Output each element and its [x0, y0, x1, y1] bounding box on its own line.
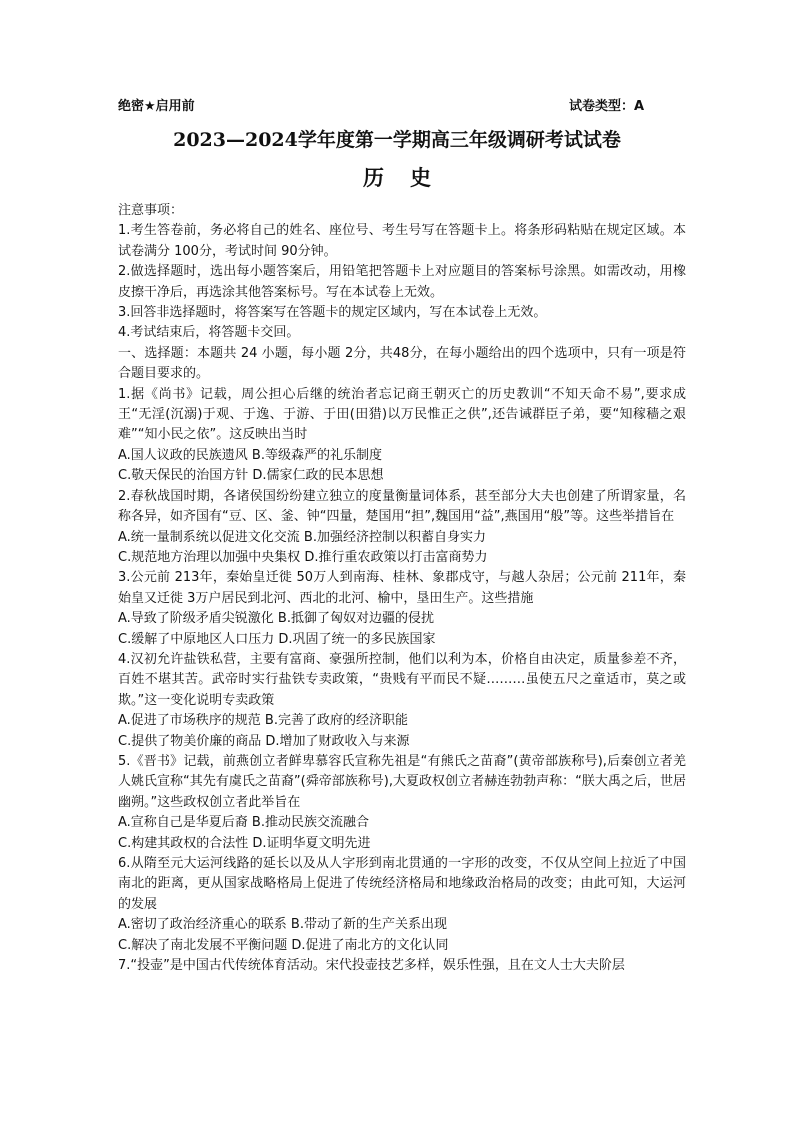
question-4-stem: 4.汉初允许盐铁私营，主要有富商、豪强所控制，他们以利为本，价格自由决定，质量参差不齐，百姓不堪其苦。武帝时实行盐铁专卖政策，“贵贱有平而民不疑………虽使五尺之童适市，莫之或欺。”这一变化说明专卖政策	[118, 651, 686, 708]
exam-body	[118, 201, 686, 976]
question-7-stem: 7.“投壶”是中国古代传统体育活动。宋代投壶技艺多样，娱乐性强，且在文人士大夫阶层	[118, 958, 625, 974]
question-5-options-cd: C.构建其政权的合法性 D.证明华夏文明先进	[118, 835, 371, 851]
question-1-options-ab: A.国人议政的民族遗风 B.等级森严的礼乐制度	[118, 447, 382, 463]
notice-item-1: 1.考生答卷前，务必将自己的姓名、座位号、考生号写在答题卡上。将条形码粘贴在规定区域。本试卷满分 100分，考试时间 90分钟。	[118, 223, 686, 259]
exam-title: 2023—2024学年度第一学期高三年级调研考试试卷	[173, 129, 621, 151]
question-2-options-cd: C.规范地方治理以加强中央集权 D.推行重农政策以打击富商势力	[118, 549, 488, 565]
question-2-stem: 2.春秋战国时期，各诸侯国纷纷建立独立的度量衡量词体系，甚至部分大夫也创建了所谓家量，名称各异，如齐国有“豆、区、釜、钟“四量，楚国用“担”,魏国用“益”,燕国用“般”等。这些举措旨在	[118, 488, 686, 525]
question-1-stem: 1.据《尚书》记载，周公担心后继的统治者忘记商王朝灭亡的历史教训“不知天命不易”,要求成王“无淫(沉溺)于观、于逸、于游、于田(田猎)以万民惟正之供”,还告诫群臣子弟，要“知稼穑之艰难”“知小民之依”。这反映出当时	[118, 386, 686, 443]
paper-type-label: 试卷类型：A	[568, 99, 644, 114]
question-3-options-cd: C.缓解了中原地区人口压力 D.巩固了统一的多民族国家	[118, 631, 436, 647]
notice-item-2: 2.做选择题时，选出每小题答案后，用铅笔把答题卡上对应题目的答案标号涂黑。如需改动，用橡皮擦干净后，再选涂其他答案标号。写在本试卷上无效。	[118, 264, 686, 300]
header-row	[118, 98, 644, 116]
notice-item-4: 4.考试结束后，将答题卡交回。	[118, 325, 300, 341]
section-intro: 一、选择题：本题共 24 小题，每小题 2分，共48分，在每小题给出的四个选项中，只有一项是符合题目要求的。	[118, 345, 686, 382]
question-6-options-ab: A.密切了政治经济重心的联系 B.带动了新的生产关系出现	[118, 917, 447, 933]
secret-label: 绝密★启用前	[118, 99, 195, 114]
question-5-stem: 5.《晋书》记载，前燕创立者鲜卑慕容氏宣称先祖是“有熊氏之苗裔”(黄帝部族称号),后秦创立者羌人姚氏宣称“其先有虞氏之苗裔”(舜帝部族称号),大夏政权创立者赫连勃勃声称：“朕大禹之后，世居幽朔。”这些政权创立者此举旨在	[118, 753, 686, 810]
notice-heading: 注意事项：	[118, 203, 184, 218]
question-3-stem: 3.公元前 213年，秦始皇迁徙 50万人到南海、桂林、象郡戍守，与越人杂居；公元前 211年，秦始皇又迁徙 3万户居民到北河、西北的北河、榆中，垦田生产。这些措施	[118, 570, 686, 606]
question-4-options-ab: A.促进了市场秩序的规范 B.完善了政府的经济职能	[118, 713, 408, 729]
notice-item-3: 3.回答非选择题时，将答案写在答题卡的规定区域内，写在本试卷上无效。	[118, 305, 547, 321]
question-4-options-cd: C.提供了物美价廉的商品 D.增加了财政收入与来源	[118, 733, 410, 749]
question-6-stem: 6.从隋至元大运河线路的延长以及从人字形到南北贯通的一字形的改变，不仅从空间上拉近了中国南北的距离，更从国家战略格局上促进了传统经济格局和地缘政治格局的改变；由此可知，大运河的发展	[118, 856, 686, 912]
question-3-options-ab: A.导致了阶级矛盾尖锐激化 B.抵御了匈奴对边疆的侵扰	[118, 611, 434, 627]
question-2-options-ab: A.统一量制系统以促进文化交流 B.加强经济控制以积蓄自身实力	[118, 529, 486, 545]
question-5-options-ab: A.宣称自己是华夏后裔 B.推动民族交流融合	[118, 815, 369, 831]
subject-title: 历史	[363, 165, 457, 190]
question-6-options-cd: C.解决了南北发展不平衡问题 D.促进了南北方的文化认同	[118, 937, 449, 953]
question-1-options-cd: C.敬天保民的治国方针 D.儒家仁政的民本思想	[118, 468, 384, 484]
